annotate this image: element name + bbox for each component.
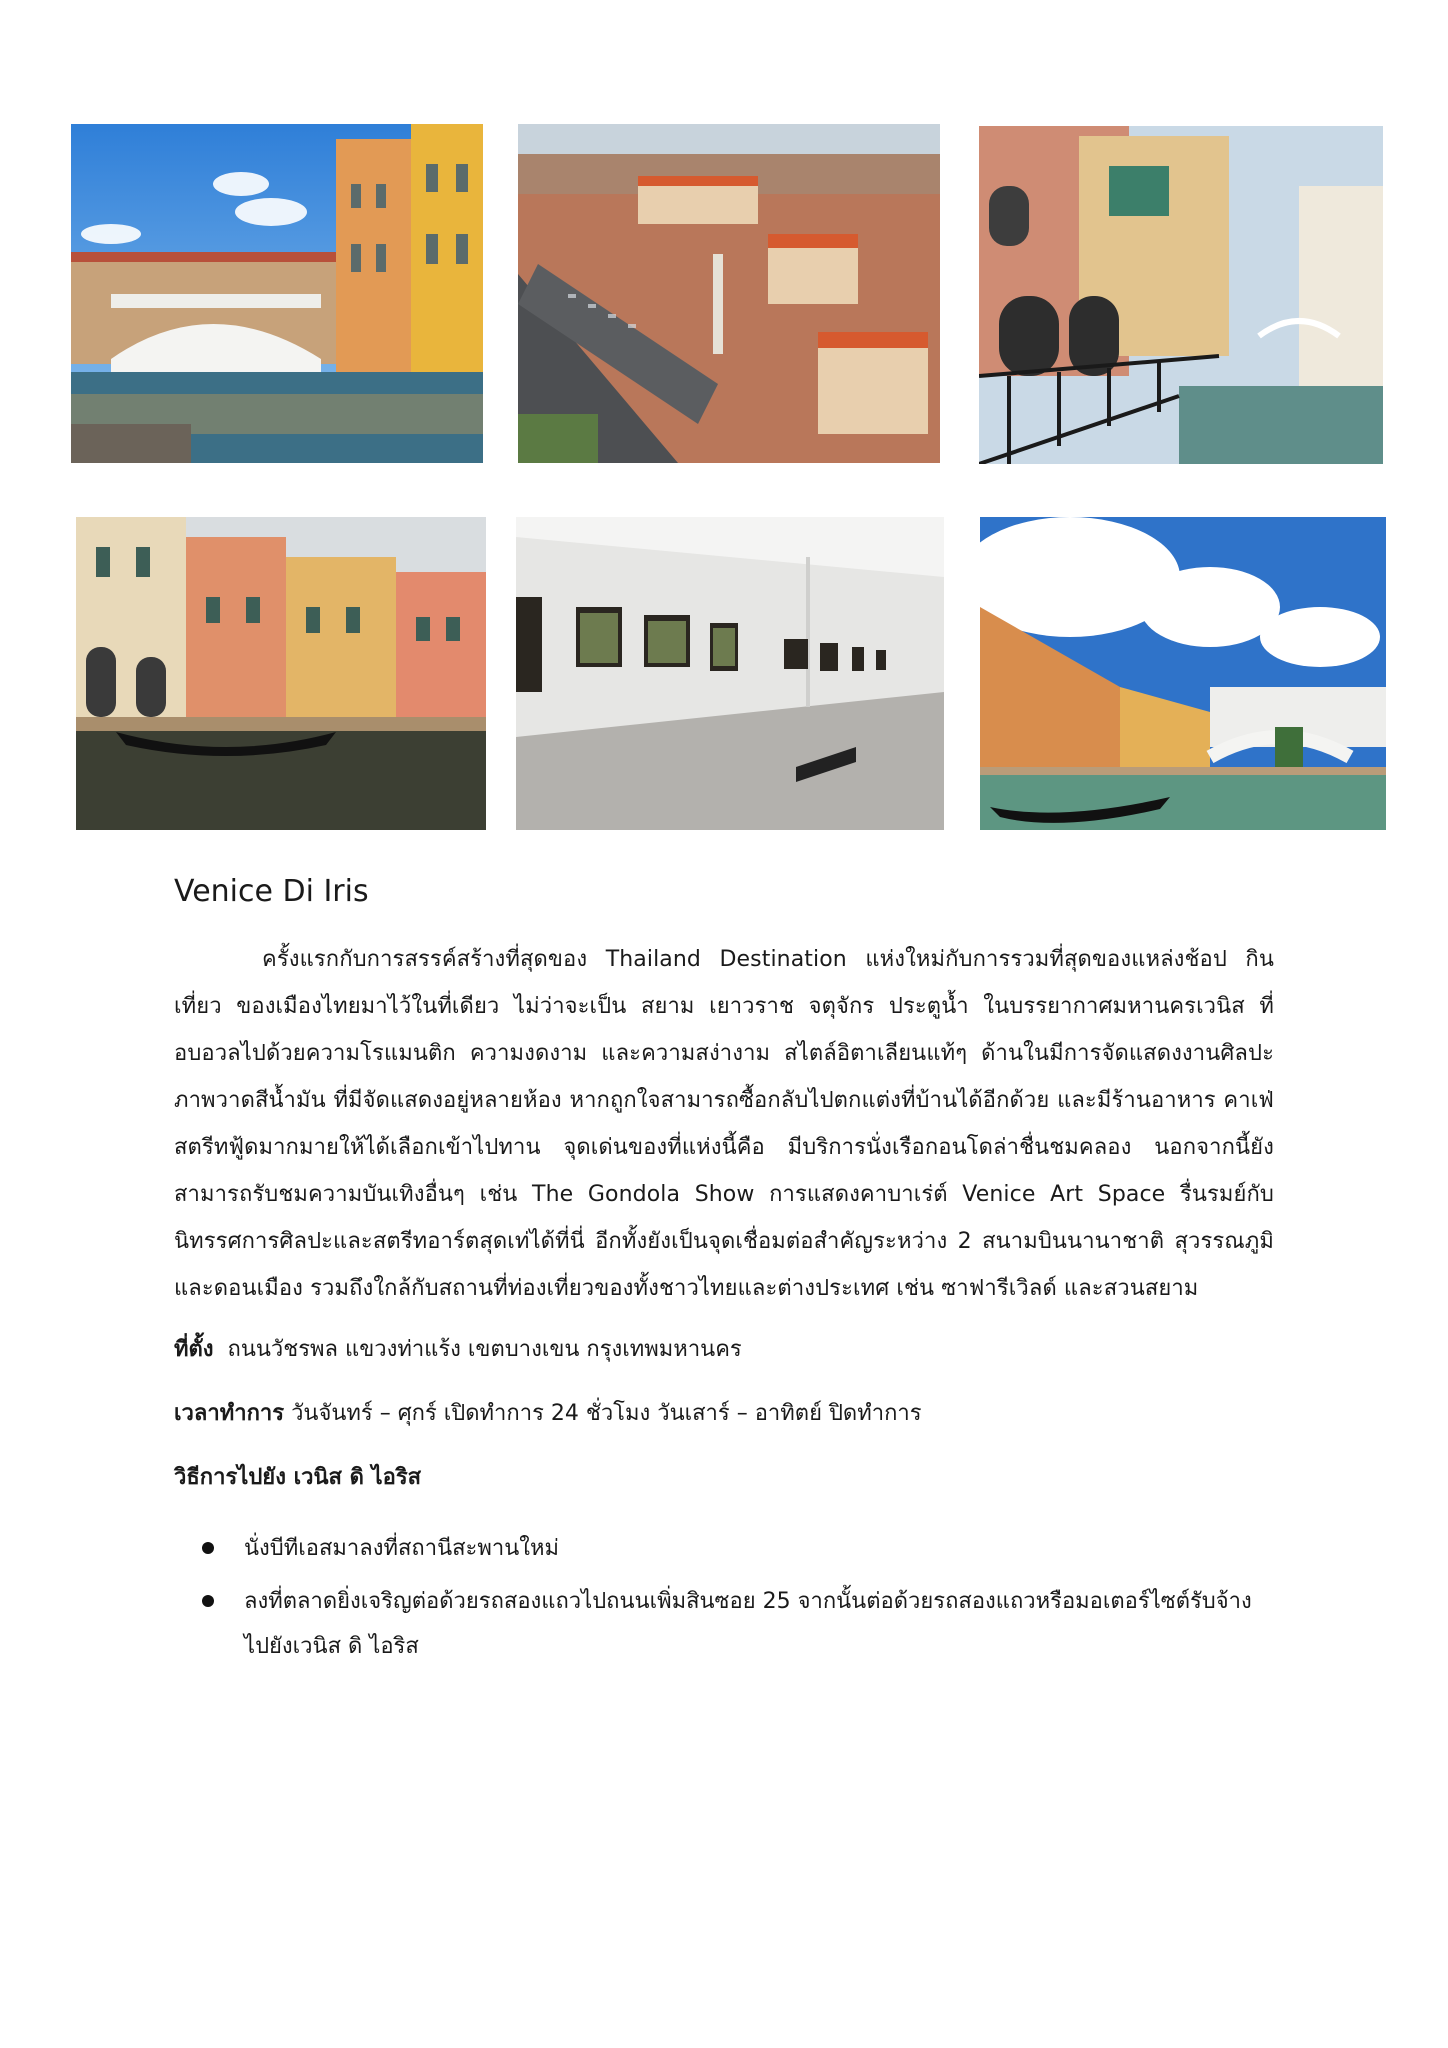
directions-heading: วิธีการไปยัง เวนิส ดิ ไอริส [174,1465,422,1490]
list-item [174,1579,1274,1669]
direction-text: นั่งบีทีเอสมาลงที่สถานีสะพานใหม่ [244,1536,560,1561]
photo-gondola-buildings [76,517,486,830]
article [174,872,1274,1677]
photo-bridge-sky [980,517,1386,830]
photo-aerial-view [518,124,940,463]
directions-list [174,1526,1274,1669]
list-item [174,1526,1274,1571]
description-paragraph: ครั้งแรกกับการสรรค์สร้างที่สุดของ Thailand Destination แห่งใหม่กับการรวมที่สุดของแหล่งช้อป กิน เที่ยว ของเมืองไทยมาไว้ในที่เดียว ไม่ว่าจะเป็น สยาม เยาวราช จตุจักร ประตูน้ำ ในบรรยากาศมหานครเวนิส ที่อบอวลไปด้วยความโรแมนติก ความงดงาม และความสง่างาม สไตล์อิตาเลียนแท้ๆ ด้านในมีการจัดแสดงงานศิลปะภาพวาดสีน้ำมัน ที่มีจัดแสดงอยู่หลายห้อง หากถูกใจสามารถซื้อกลับไปตกแต่งที่บ้านได้อีกด้วย และมีร้านอาหาร คาเฟ่ สตรีทฟู้ดมากมายให้ได้เลือกเข้าไปทาน จุดเด่นของที่แห่งนี้คือ มีบริการนั่งเรือกอนโดล่าชื่นชมคลอง นอกจากนี้ยังสามารถรับชมความบันเทิงอื่นๆ เช่น The Gondola Show การแสดงคาบาเร่ต์ Venice Art Space รื่นรมย์กับนิทรรศการศิลปะและสตรีทอาร์ตสุดเท่ได้ที่นี่ อีกทั้งยังเป็นจุดเชื่อมต่อสำคัญระหว่าง 2 สนามบินนานาชาติ สุวรรณภูมิ และดอนเมือง รวมถึงใกล้กับสถานที่ท่องเที่ยวของทั้งชาวไทยและต่างประเทศ เช่น ซาฟารีเวิลด์ และสวนสยาม [174,947,1274,1301]
location-label: ที่ตั้ง [174,1337,214,1362]
direction-text: ลงที่ตลาดยิ่งเจริญต่อด้วยรถสองแถวไปถนนเพิ่มสินซอย 25 จากนั้นต่อด้วยรถสองแถวหรือมอเตอร์ไซต์รับจ้างไปยังเวนิส ดิ ไอริส [244,1589,1252,1659]
bullet-icon [202,1595,214,1607]
hours-value: วันจันทร์ – ศุกร์ เปิดทำการ 24 ชั่วโมง วันเสาร์ – อาทิตย์ ปิดทำการ [291,1401,922,1426]
photo-art-gallery [516,517,944,830]
hours-label: เวลาทำการ [174,1401,285,1426]
page-title: Venice Di Iris [174,874,369,909]
photo-canal-railing [979,126,1383,464]
hours-line [174,1388,1274,1440]
location-line [174,1324,1274,1376]
bullet-icon [202,1542,214,1554]
location-value: ถนนวัชรพล แขวงท่าแร้ง เขตบางเขน กรุงเทพมหานคร [227,1337,742,1362]
photo-canal-bridge [71,124,483,463]
